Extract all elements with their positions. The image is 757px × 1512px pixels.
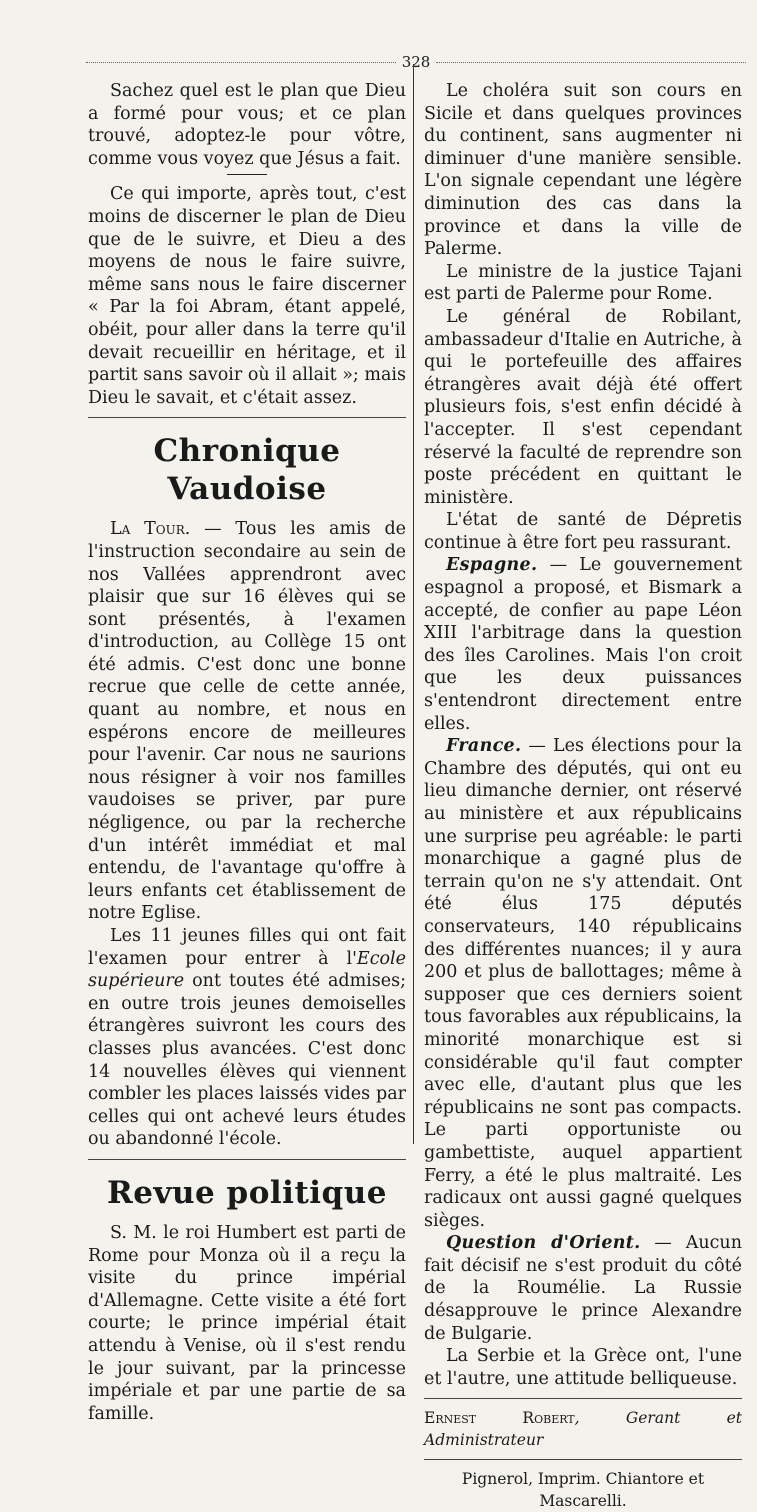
lead-word: La Tour. <box>110 519 191 540</box>
dotted-rule <box>86 62 396 63</box>
paragraph-text: — Les élections pour la Chambre des députés, qui ont eu lieu dimanche dernier, ont réservé au ministère et aux républicains une surprise peu agréable: le parti monarchique a gagné plus de terrain qu'on ne s'y attendait. Ont été élus 175 députés conservateurs, 140 républicains des différentes nuances; il y aura 200 et plus de ballottages; même à supposer que ces derniers soient tous favorables aux républicains, la minorité monarchique est si considérable qu'il faut compter avec elle, d'autant plus que les républicains ne sont pas compacts. Le parti opportuniste ou gambettiste, auquel appartient Ferry, a été le plus maltraité. Les radicaux ont aussi gagné quelques sièges. <box>424 736 742 1231</box>
paragraph: La Serbie et la Grèce ont, l'une et l'autre, une attitude belliqueuse. <box>424 1346 742 1389</box>
lead-word: France. <box>446 736 522 757</box>
page-number-line <box>86 52 746 72</box>
signature-line <box>424 1407 742 1451</box>
paragraph: Ce qui importe, après tout, c'est moins de discerner le plan de Dieu que de le suivre, et Dieu a des moyens de nous le faire suivre, même sans nous le faire discerner « Par la foi Abram, étant appelé, obéit, pour aller dans la terre qu'il devait recueillir en héritage, et il partit sans savoir où il allait »; mais Dieu le savait, et c'était assez. <box>88 184 406 408</box>
section-rule <box>424 1398 742 1399</box>
italic-text: Ecole supérieure <box>88 948 406 992</box>
section-heading: Revue politique <box>107 1174 387 1211</box>
paragraph: Le général de Robilant, ambassadeur d'Italie en Autriche, à qui le portefeuille des affaires étrangères avait déjà été offert plusieurs fois, s'est enfin décidé à l'accepter. Il s'est cependant réservé la faculté de reprendre son poste précédent en quittant le ministère. <box>424 306 742 508</box>
section-rule <box>424 1459 742 1460</box>
paragraph: L'état de santé de Dépretis continue à être fort peu rassurant. <box>424 510 742 553</box>
column-divider <box>413 64 414 1144</box>
signature-role: , Gerant et Administrateur <box>424 1409 742 1450</box>
paragraph <box>424 1232 742 1345</box>
paragraph-text: Les 11 jeunes filles qui ont fait l'examen pour entrer à l' <box>88 926 406 969</box>
paragraph-text: — Aucun fait décisif ne s'est produit du côté de la Roumélie. La Russie désapprouve le prince Alexandre de Bulgarie. <box>424 1233 742 1344</box>
paragraph-text: — Tous les amis de l'instruction secondaire au sein de nos Vallées apprendront avec plaisir que sur 16 élèves qui se sont présentés, à l'examen d'introduction, au Collège 15 ont été admis. C'est donc une bonne recrue que celle de cette année, quant au nombre, et nous en espérons encore de meilleures pour l'avenir. Car nous ne saurions nous résigner à voir nos familles vaudoises se priver, par pure négligence, ou par la recherche d'un intérêt immédiat et mal entendu, de l'avantage qu'offre à leurs enfants cet établissement de notre Eglise. <box>88 519 406 924</box>
paragraph <box>424 735 742 1232</box>
paragraph <box>88 925 406 1151</box>
dotted-rule <box>436 62 746 63</box>
short-rule <box>227 174 267 175</box>
paragraph-text: ont toutes été admises; en outre trois jeunes demoiselles étrangères suivront les cours des classes plus avancées. C'est donc 14 nouvelles élèves qui viennent combler les places laissés vides par celles qui ont achevé leurs études ou abandonné l'école. <box>88 971 406 1150</box>
paragraph: S. M. le roi Humbert est parti de Rome pour Monza où il a reçu la visite du prince impérial d'Allemagne. Cette visite a été fort courte; le prince impérial était attendu à Venise, où il s'est rendu le jour suivant, par la princesse impériale et par une partie de sa famille. <box>88 1222 406 1424</box>
paragraph <box>88 518 406 925</box>
section-rule <box>88 1159 406 1160</box>
paragraph: Sachez quel est le plan que Dieu a formé pour vous; et ce plan trouvé, adoptez-le pour vôtre, comme vous voyez que Jésus a fait. <box>88 81 406 169</box>
paragraph-text: — Le gouvernement espagnol a proposé, et Bismark a accepté, de confier au pape Léon XIII l'arbitrage dans la question des îles Carolines. Mais l'on croit que les deux puissances s'entendront directement entre elles. <box>424 555 742 734</box>
paragraph: Le choléra suit son cours en Sicile et dans quelques provinces du continent, sans augmenter ni diminuer d'une manière sensible. L'on signale cependant une légère diminution des cas dans la province et dans la ville de Palerme. <box>424 81 742 260</box>
lead-word: Espagne. <box>446 555 538 576</box>
section-heading: Chronique Vaudoise <box>153 433 341 508</box>
paragraph <box>424 554 742 735</box>
right-column <box>424 80 742 1512</box>
printer-line: Pignerol, Imprim. Chiantore et Mascarelli. <box>461 1470 705 1511</box>
lead-word: Question d'Orient. <box>446 1233 641 1254</box>
page-number: 328 <box>401 53 431 71</box>
section-rule <box>88 417 406 418</box>
signature-name: Ernest Robert <box>424 1409 575 1428</box>
paragraph: Le ministre de la justice Tajani est parti de Palerme pour Rome. <box>424 261 742 305</box>
left-column <box>88 80 406 1425</box>
